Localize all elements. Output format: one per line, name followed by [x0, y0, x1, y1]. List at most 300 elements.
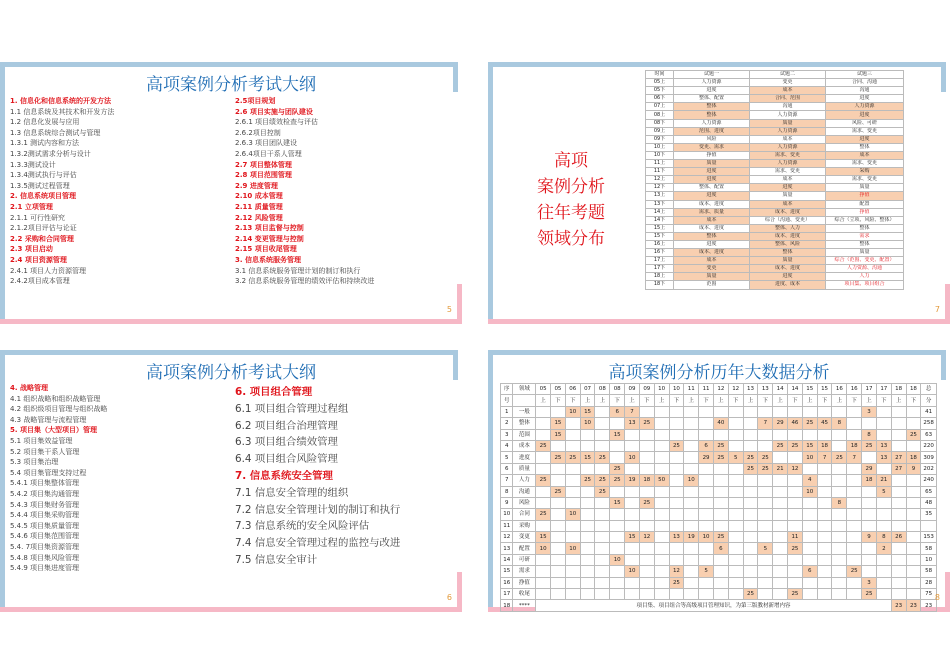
table-cell: [891, 543, 906, 554]
table-cell: 6: [610, 406, 625, 417]
table-cell: [788, 577, 803, 588]
table-cell: [728, 554, 743, 565]
outline-item: 6.1 项目组合管理过程组: [235, 402, 349, 415]
table-cell: 进度: [674, 192, 750, 200]
table-cell: [610, 418, 625, 429]
table-cell: 成本、进度: [674, 249, 750, 257]
table-cell: [625, 497, 640, 508]
table-cell: 15: [802, 440, 817, 451]
table-cell: [669, 475, 684, 486]
table-cell: 7: [817, 452, 832, 463]
outline-item: 2.6.2项目控制: [235, 128, 281, 137]
table-cell: 12: [639, 532, 654, 543]
table-cell: [654, 452, 669, 463]
slide-outline-2: [0, 350, 462, 612]
table-cell: [743, 406, 758, 417]
table-cell: 进度: [826, 135, 904, 143]
table-cell: 29: [773, 418, 788, 429]
table-row: [646, 95, 904, 103]
table-cell: [580, 566, 595, 577]
table-cell: 18: [862, 475, 877, 486]
table-cell: [654, 418, 669, 429]
table-cell: 16: [501, 577, 513, 588]
outline-item: 7.2 信息安全管理计划的制订和执行: [235, 503, 401, 516]
table-cell: 10: [625, 452, 640, 463]
table-cell: 10: [684, 475, 699, 486]
table-cell: [847, 509, 862, 520]
table-cell: [565, 418, 580, 429]
table-cell: 9: [906, 463, 921, 474]
outline-item: 1.3.1 测试内容和方法: [10, 139, 80, 148]
table-cell: [788, 509, 803, 520]
table-cell: [847, 589, 862, 600]
table-cell: 挣值: [674, 151, 750, 159]
table-cell: [551, 543, 566, 554]
table-cell: [743, 532, 758, 543]
table-cell: [713, 566, 728, 577]
table-cell: 16下: [646, 249, 674, 257]
table-row: [501, 440, 937, 451]
table-cell: [536, 577, 551, 588]
outline-heading: 2.15 项目收尾管理: [235, 245, 297, 254]
table-cell: 5: [758, 543, 773, 554]
table-header-cell: 13: [743, 384, 758, 395]
outline-heading: 2.7 项目整体管理: [235, 160, 292, 169]
table-cell: 项目集、项目组合: [826, 281, 904, 289]
table-cell: [565, 532, 580, 543]
table-header-cell: 08: [610, 384, 625, 395]
table-cell: [580, 463, 595, 474]
table-cell: 进度: [750, 184, 826, 192]
table-row: [501, 554, 937, 565]
table-cell: [773, 532, 788, 543]
table-cell: 范围、进度: [674, 127, 750, 135]
table-cell: [728, 429, 743, 440]
table-cell: [610, 486, 625, 497]
table-cell: 3: [501, 429, 513, 440]
table-cell: 18: [501, 600, 513, 611]
outline-item: 1.3 信息系统综合测试与管理: [10, 128, 101, 137]
table-cell: [847, 429, 862, 440]
table-cell: [862, 554, 877, 565]
table-cell: [728, 463, 743, 474]
table-cell: 质量: [750, 119, 826, 127]
table-cell: 17: [501, 589, 513, 600]
table-cell: 6: [699, 440, 714, 451]
frame-left-bar: [0, 62, 5, 320]
table-header-cell: 上: [743, 395, 758, 406]
table-cell: 25: [639, 418, 654, 429]
table-cell: [625, 520, 640, 531]
table-cell: 23: [891, 600, 906, 611]
page-number: 8: [934, 593, 940, 602]
table-cell: [639, 543, 654, 554]
table-cell: 12: [788, 463, 803, 474]
table-cell: 6: [501, 463, 513, 474]
table-cell: [699, 475, 714, 486]
table-cell: [832, 440, 847, 451]
table-cell: [758, 440, 773, 451]
table-header-cell: 05: [551, 384, 566, 395]
table-cell: 11下: [646, 168, 674, 176]
table-header-cell: 08: [595, 384, 610, 395]
frame-bottom-bar: [0, 319, 462, 324]
outline-item: 7.3 信息系统的安全风险评估: [235, 520, 370, 533]
table-cell: [758, 509, 773, 520]
table-header-cell: 18: [891, 384, 906, 395]
table-header-cell: 下: [610, 395, 625, 406]
table-cell: [551, 589, 566, 600]
table-cell: [788, 429, 803, 440]
table-cell: [876, 429, 891, 440]
table-cell: [743, 475, 758, 486]
table-cell: [876, 566, 891, 577]
table-cell: [684, 554, 699, 565]
table-cell: 25: [595, 486, 610, 497]
table-cell: ****: [513, 600, 536, 611]
table-cell: [743, 554, 758, 565]
table-cell: [832, 577, 847, 588]
table-cell: [595, 589, 610, 600]
table-cell: 18下: [646, 281, 674, 289]
table-cell: [758, 497, 773, 508]
table-cell: 15下: [646, 232, 674, 240]
table-cell: [906, 418, 921, 429]
table-cell: [832, 429, 847, 440]
table-cell: [536, 566, 551, 577]
table-cell: [773, 406, 788, 417]
outline-item: 2.1.2项目评估与论证: [10, 224, 77, 233]
table-cell: 27: [891, 463, 906, 474]
table-cell: [684, 452, 699, 463]
table-cell: [684, 566, 699, 577]
table-cell: [862, 452, 877, 463]
outline-heading: 3. 信息系统服务管理: [235, 255, 301, 264]
table-cell: [536, 554, 551, 565]
table-cell: 成本: [674, 216, 750, 224]
frame-right-bar-pink: [457, 284, 462, 324]
table-cell: 项目集、项目组合等高级项目管理知识，为第三版教材新增内容: [536, 600, 892, 611]
outline-item: 5.4. 7项目集资源管理: [10, 542, 80, 551]
table-cell: [847, 577, 862, 588]
table-row: [646, 249, 904, 257]
table-cell: [580, 577, 595, 588]
table-header-cell: 试题二: [750, 71, 826, 79]
table-cell: 10: [610, 554, 625, 565]
table-row: [646, 224, 904, 232]
table-cell: 14: [501, 554, 513, 565]
table-cell: 29: [699, 452, 714, 463]
table-cell: [595, 429, 610, 440]
table-cell: [817, 520, 832, 531]
table-cell: [713, 520, 728, 531]
outline-item: 1.3.2测试需求分析与设计: [10, 149, 91, 158]
table-row: [501, 406, 937, 417]
table-cell: 4: [501, 440, 513, 451]
outline-heading: 5. 项目集（大型项目）管理: [10, 426, 97, 435]
table-cell: [817, 589, 832, 600]
score-analysis-table: [500, 383, 937, 612]
table-header-cell: 17: [876, 384, 891, 395]
table-cell: [891, 497, 906, 508]
table-cell: [862, 486, 877, 497]
table-cell: 25: [862, 440, 877, 451]
table-cell: 合同、沟通: [826, 79, 904, 87]
table-header-cell: 12: [728, 384, 743, 395]
table-header-cell: 上: [713, 395, 728, 406]
table-cell: 质量: [826, 249, 904, 257]
frame-bottom-bar: [488, 319, 950, 324]
table-cell: 10: [565, 406, 580, 417]
table-header-cell: 下: [551, 395, 566, 406]
table-cell: 3: [862, 406, 877, 417]
vertical-title-line: 往年考题: [537, 203, 605, 223]
table-cell: 25: [669, 577, 684, 588]
table-cell: 成本、进度: [674, 200, 750, 208]
table-cell: [713, 463, 728, 474]
table-cell: [891, 429, 906, 440]
table-cell: [625, 589, 640, 600]
table-header-cell: 06: [565, 384, 580, 395]
outline-item: 3.2 信息系统服务管理的绩效评估和持续改进: [235, 277, 375, 286]
table-cell: [669, 429, 684, 440]
table-header-cell: 下: [788, 395, 803, 406]
outline-heading: 6. 项目组合管理: [235, 386, 313, 398]
outline-item: 1.2 信息化发展与应用: [10, 118, 80, 127]
table-cell: 整体: [513, 418, 536, 429]
table-cell: [699, 486, 714, 497]
table-cell: 13: [625, 418, 640, 429]
outline-item: 2.6.1 项目绩效检查与评估: [235, 118, 319, 127]
table-cell: [773, 509, 788, 520]
table-cell: [862, 497, 877, 508]
table-cell: 5: [876, 486, 891, 497]
table-cell: [625, 440, 640, 451]
table-cell: 25: [743, 463, 758, 474]
table-cell: [817, 509, 832, 520]
table-cell: 25: [713, 532, 728, 543]
table-row: [646, 143, 904, 151]
table-cell: [773, 577, 788, 588]
table-cell: 10: [565, 543, 580, 554]
outline-heading: 2.10 成本管理: [235, 192, 283, 201]
table-cell: 10: [580, 418, 595, 429]
table-cell: [699, 554, 714, 565]
table-header-cell: 上: [536, 395, 551, 406]
table-row: [501, 520, 937, 531]
slide-big-data-analysis: [488, 350, 950, 612]
table-cell: [654, 463, 669, 474]
table-cell: [817, 497, 832, 508]
table-cell: 41: [921, 406, 937, 417]
table-cell: 挣值: [826, 192, 904, 200]
table-cell: 25: [565, 452, 580, 463]
table-cell: [639, 429, 654, 440]
table-cell: 范围: [513, 429, 536, 440]
table-cell: 风险: [674, 135, 750, 143]
table-cell: [639, 577, 654, 588]
table-cell: 40: [713, 418, 728, 429]
table-cell: 整体、人力: [750, 224, 826, 232]
table-cell: 8: [862, 429, 877, 440]
table-cell: [728, 532, 743, 543]
outline-item: 2.1.1 可行性研究: [10, 213, 66, 222]
table-cell: [565, 566, 580, 577]
table-cell: 变更: [513, 532, 536, 543]
table-header-cell: 07: [580, 384, 595, 395]
table-cell: [654, 589, 669, 600]
table-cell: 需求、变更: [750, 151, 826, 159]
table-cell: [788, 554, 803, 565]
frame-top-bar: [488, 62, 946, 67]
table-cell: [832, 554, 847, 565]
table-cell: 25: [536, 509, 551, 520]
table-cell: [654, 486, 669, 497]
table-cell: [625, 509, 640, 520]
table-cell: [654, 429, 669, 440]
table-cell: 收尾: [513, 589, 536, 600]
table-cell: [595, 463, 610, 474]
table-cell: 8: [832, 497, 847, 508]
table-cell: [595, 509, 610, 520]
outline-heading: 2.9 进度管理: [235, 181, 278, 190]
table-cell: [921, 520, 937, 531]
outline-item: 4.1 组织战略和组织战略管理: [10, 394, 101, 403]
table-cell: 2: [876, 543, 891, 554]
table-cell: [728, 589, 743, 600]
table-cell: [832, 543, 847, 554]
table-cell: [906, 509, 921, 520]
table-cell: 成本: [513, 440, 536, 451]
table-cell: [728, 543, 743, 554]
table-cell: 需求: [826, 232, 904, 240]
table-cell: 成本: [750, 135, 826, 143]
table-cell: 25: [906, 429, 921, 440]
table-cell: [817, 429, 832, 440]
table-row: [646, 192, 904, 200]
table-cell: [847, 543, 862, 554]
table-cell: 11上: [646, 160, 674, 168]
outline-heading: 2. 信息系统项目管理: [10, 192, 76, 201]
table-cell: 10下: [646, 151, 674, 159]
table-cell: 25: [788, 543, 803, 554]
table-cell: 25: [551, 452, 566, 463]
table-cell: 21: [773, 463, 788, 474]
table-cell: 10: [625, 566, 640, 577]
table-header-cell: 下: [758, 395, 773, 406]
table-header-cell: 05: [536, 384, 551, 395]
table-cell: 14下: [646, 216, 674, 224]
table-header-cell: 上: [862, 395, 877, 406]
table-header-cell: 17: [862, 384, 877, 395]
table-cell: [758, 554, 773, 565]
table-cell: [565, 429, 580, 440]
table-cell: 13: [669, 532, 684, 543]
table-cell: [876, 520, 891, 531]
table-cell: [684, 429, 699, 440]
table-cell: [758, 520, 773, 531]
table-cell: [536, 406, 551, 417]
table-cell: [862, 509, 877, 520]
table-row: [646, 87, 904, 95]
table-cell: 质量: [513, 463, 536, 474]
table-header-cell: 13: [758, 384, 773, 395]
table-cell: [802, 543, 817, 554]
table-cell: 15: [610, 497, 625, 508]
table-cell: [817, 554, 832, 565]
table-header-cell: [513, 395, 536, 406]
table-cell: 人力资源: [674, 79, 750, 87]
table-header-cell: 11: [699, 384, 714, 395]
table-cell: 27: [891, 452, 906, 463]
table-cell: [847, 520, 862, 531]
table-cell: [891, 486, 906, 497]
table-cell: 风险: [513, 497, 536, 508]
table-cell: 5: [501, 452, 513, 463]
table-cell: [595, 440, 610, 451]
table-cell: 人力资源: [750, 160, 826, 168]
table-cell: [847, 418, 862, 429]
table-cell: [773, 486, 788, 497]
table-cell: 35: [921, 509, 937, 520]
table-cell: 25: [788, 589, 803, 600]
table-cell: [743, 509, 758, 520]
table-cell: [773, 554, 788, 565]
table-header-cell: 上: [802, 395, 817, 406]
table-cell: [669, 406, 684, 417]
table-cell: 7: [758, 418, 773, 429]
table-header-cell: 14: [788, 384, 803, 395]
table-cell: [610, 532, 625, 543]
table-cell: [654, 509, 669, 520]
table-cell: [565, 440, 580, 451]
table-cell: [639, 452, 654, 463]
table-cell: [773, 475, 788, 486]
outline-heading: 2.3 项目启动: [10, 245, 53, 254]
table-cell: 13上: [646, 192, 674, 200]
table-cell: [832, 532, 847, 543]
table-cell: [758, 429, 773, 440]
table-cell: [728, 486, 743, 497]
outline-item: 6.4 项目组合风险管理: [235, 453, 338, 466]
table-header-row: [501, 384, 937, 395]
table-cell: 12: [669, 566, 684, 577]
table-cell: [876, 406, 891, 417]
table-cell: 整体: [674, 232, 750, 240]
table-cell: [639, 486, 654, 497]
table-cell: [565, 475, 580, 486]
table-cell: 25: [713, 452, 728, 463]
table-cell: 258: [921, 418, 937, 429]
table-cell: 16上: [646, 240, 674, 248]
slide-title: 高项案例分析考试大纲: [146, 363, 316, 383]
table-cell: [654, 554, 669, 565]
table-cell: [832, 520, 847, 531]
table-cell: [817, 475, 832, 486]
table-row: [646, 208, 904, 216]
table-row: [646, 184, 904, 192]
vertical-title-line: 领域分布: [537, 229, 605, 249]
table-cell: 25: [639, 497, 654, 508]
table-cell: [862, 418, 877, 429]
outline-item: 6.3 项目组合绩效管理: [235, 436, 338, 449]
outline-item: 2.6.4项目干系人管理: [235, 149, 302, 158]
table-cell: [684, 418, 699, 429]
table-cell: [743, 520, 758, 531]
table-cell: [802, 577, 817, 588]
table-cell: 15上: [646, 224, 674, 232]
table-cell: 15: [580, 452, 595, 463]
